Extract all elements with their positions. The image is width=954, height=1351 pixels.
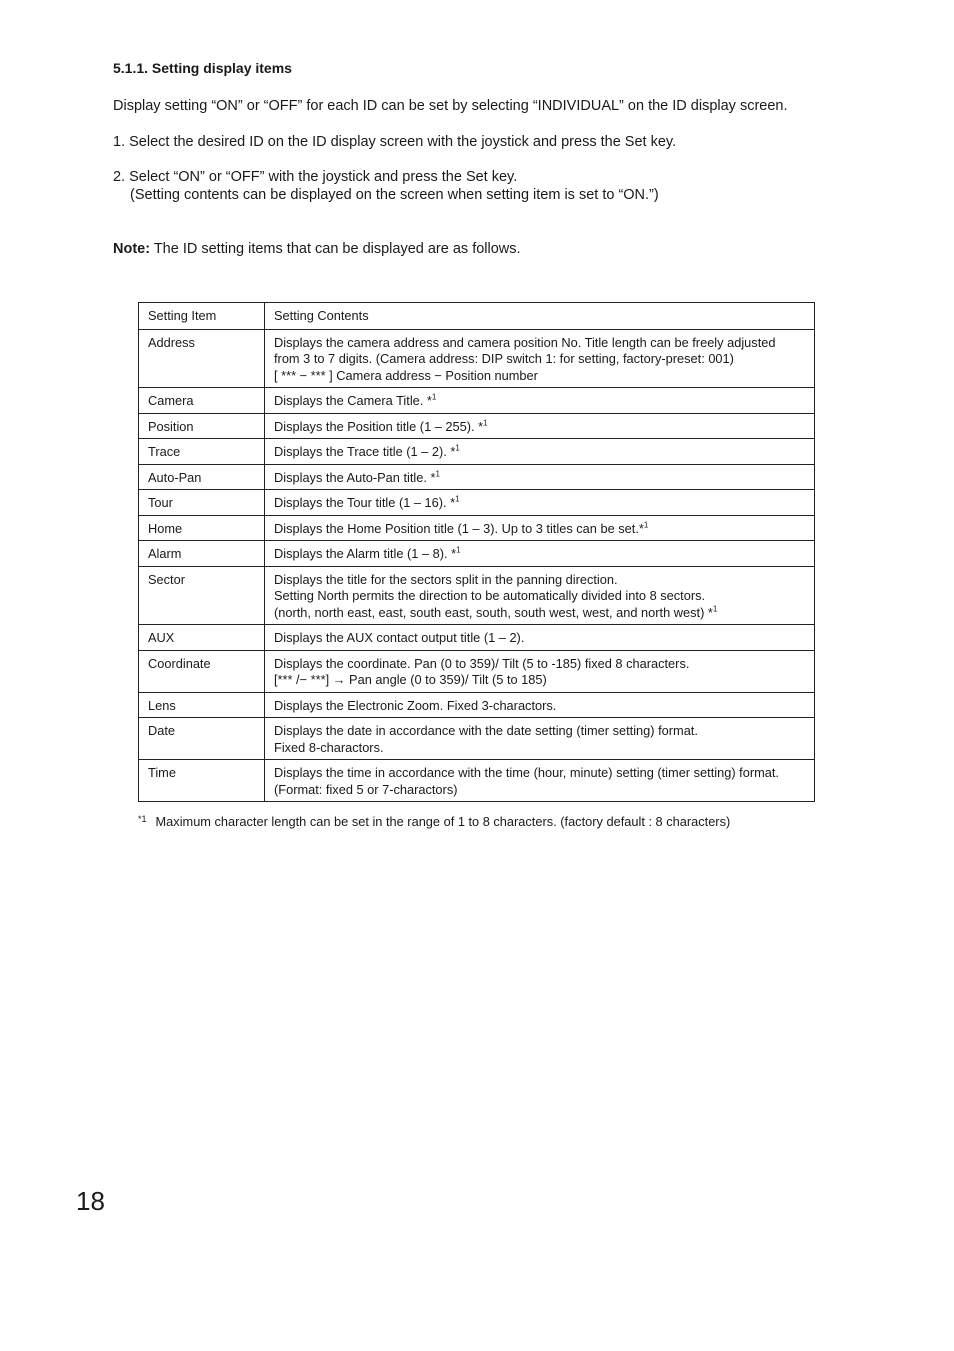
note-text: The ID setting items that can be displayed are as follows. bbox=[150, 241, 521, 257]
contents-line bbox=[274, 495, 806, 512]
setting-item-cell: Auto-Pan bbox=[139, 464, 265, 490]
contents-line bbox=[274, 444, 806, 461]
contents-text: from 3 to 7 digits. (Camera address: DIP switch 1: for setting, factory-preset: 001) bbox=[274, 351, 734, 366]
table-row bbox=[139, 541, 815, 567]
contents-text: Displays the AUX contact output title (1 – 2). bbox=[274, 630, 525, 645]
setting-item-cell: Camera bbox=[139, 388, 265, 414]
table-row bbox=[139, 692, 815, 718]
id-setting-items-table bbox=[138, 302, 815, 802]
footnote-ref: 1 bbox=[483, 418, 488, 428]
table-row bbox=[139, 718, 815, 760]
contents-text: Displays the camera address and camera position No. Title length can be freely adjusted bbox=[274, 334, 776, 350]
contents-line bbox=[274, 782, 806, 799]
contents-line bbox=[274, 698, 806, 715]
contents-line bbox=[274, 368, 806, 385]
setting-item-cell: Address bbox=[139, 329, 265, 388]
table-row bbox=[139, 388, 815, 414]
contents-line bbox=[274, 740, 806, 757]
table-row bbox=[139, 439, 815, 465]
setting-contents-cell bbox=[265, 413, 815, 439]
footnote bbox=[138, 814, 730, 829]
contents-text: Displays the coordinate. Pan (0 to 359)/ Tilt (5 to -185) fixed 8 characters. bbox=[274, 655, 690, 671]
footnote-text: Maximum character length can be set in the range of 1 to 8 characters. (factory default : 8 characters) bbox=[155, 814, 731, 829]
table-row bbox=[139, 650, 815, 692]
setting-contents-cell bbox=[265, 692, 815, 718]
contents-text: Displays the Tour title (1 – 16). * bbox=[274, 495, 456, 510]
contents-line bbox=[274, 723, 806, 740]
page-number: 18 bbox=[76, 1186, 105, 1216]
contents-text: Displays the Electronic Zoom. Fixed 3-charactors. bbox=[274, 697, 557, 713]
setting-contents-cell bbox=[265, 515, 815, 541]
contents-line bbox=[274, 588, 806, 605]
setting-contents-cell bbox=[265, 464, 815, 490]
setting-contents-cell bbox=[265, 541, 815, 567]
setting-item-cell: Tour bbox=[139, 490, 265, 516]
footnote-mark: *1 bbox=[138, 814, 147, 824]
footnote-ref: 1 bbox=[431, 392, 437, 402]
table-row bbox=[139, 490, 815, 516]
table-row bbox=[139, 760, 815, 802]
setting-contents-cell bbox=[265, 718, 815, 760]
table-row bbox=[139, 566, 815, 625]
setting-item-cell: Home bbox=[139, 515, 265, 541]
setting-contents-cell bbox=[265, 439, 815, 465]
contents-text: Displays the Alarm title (1 – 8). * bbox=[274, 546, 457, 561]
footnote-ref: 1 bbox=[455, 443, 460, 453]
contents-text: (north, north east, east, south east, south, south west, west, and north west) * bbox=[274, 604, 713, 620]
intro-paragraph: Display setting “ON” or “OFF” for each ID can be set by selecting “INDIVIDUAL” on the ID display screen. bbox=[113, 98, 788, 114]
setting-contents-cell bbox=[265, 650, 815, 692]
contents-text: Displays the date in accordance with the date setting (timer setting) format. bbox=[274, 723, 698, 738]
table-row bbox=[139, 329, 815, 388]
header-setting-contents: Setting Contents bbox=[265, 303, 815, 330]
setting-item-cell: Coordinate bbox=[139, 650, 265, 692]
step-1: 1. Select the desired ID on the ID display screen with the joystick and press the Set key. bbox=[113, 134, 677, 150]
contents-text: Setting North permits the direction to be automatically divided into 8 sectors. bbox=[274, 588, 706, 603]
setting-contents-cell bbox=[265, 388, 815, 414]
contents-text: Displays the title for the sectors split in the panning direction. bbox=[274, 571, 618, 587]
contents-text: [*** /− ***] → Pan angle (0 to 359)/ Tilt (5 to 185) bbox=[274, 672, 547, 687]
setting-item-cell: Lens bbox=[139, 692, 265, 718]
table-row bbox=[139, 515, 815, 541]
note bbox=[113, 240, 521, 258]
setting-item-cell: Time bbox=[139, 760, 265, 802]
contents-line bbox=[274, 605, 806, 622]
setting-contents-cell bbox=[265, 625, 815, 651]
table-row bbox=[139, 625, 815, 651]
contents-text: [ *** − *** ] Camera address − Position number bbox=[274, 367, 538, 383]
table-row bbox=[139, 464, 815, 490]
contents-line bbox=[274, 572, 806, 589]
setting-contents-cell bbox=[265, 490, 815, 516]
contents-line bbox=[274, 521, 806, 538]
contents-line bbox=[274, 546, 806, 563]
table-header-row bbox=[139, 303, 815, 330]
contents-line bbox=[274, 393, 806, 410]
contents-line bbox=[274, 419, 806, 436]
footnote-ref: 1 bbox=[455, 494, 460, 504]
setting-item-cell: Trace bbox=[139, 439, 265, 465]
note-label: Note: bbox=[113, 241, 151, 257]
setting-item-cell: Sector bbox=[139, 566, 265, 625]
contents-text: Displays the time in accordance with the time (hour, minute) setting (timer setting) format. bbox=[274, 765, 779, 780]
setting-contents-cell bbox=[265, 566, 815, 625]
section-heading: 5.1.1. Setting display items bbox=[113, 60, 292, 76]
footnote-ref: 1 bbox=[435, 469, 440, 479]
step-2-subtext: (Setting contents can be displayed on the screen when setting item is set to “ON.”) bbox=[130, 187, 659, 203]
contents-text: Displays the Auto-Pan title. * bbox=[274, 469, 436, 485]
step-2 bbox=[113, 168, 659, 204]
contents-text: Fixed 8-charactors. bbox=[274, 739, 384, 755]
setting-item-cell: Alarm bbox=[139, 541, 265, 567]
contents-line bbox=[274, 656, 806, 673]
contents-text: Displays the Camera Title. * bbox=[274, 393, 432, 408]
setting-contents-cell bbox=[265, 329, 815, 388]
header-setting-item: Setting Item bbox=[139, 303, 265, 330]
table-row bbox=[139, 413, 815, 439]
step-2-text: 2. Select “ON” or “OFF” with the joystick and press the Set key. bbox=[113, 169, 518, 185]
setting-item-cell: AUX bbox=[139, 625, 265, 651]
footnote-ref: 1 bbox=[712, 604, 718, 614]
contents-text: Displays the Home Position title (1 – 3). Up to 3 titles can be set.* bbox=[274, 520, 644, 536]
contents-text: Displays the Trace title (1 – 2). * bbox=[274, 444, 456, 459]
footnote-ref: 1 bbox=[456, 545, 461, 555]
contents-line bbox=[274, 335, 806, 352]
contents-line bbox=[274, 672, 806, 689]
contents-line bbox=[274, 470, 806, 487]
contents-text: Displays the Position title (1 – 255). * bbox=[274, 418, 484, 434]
contents-line bbox=[274, 765, 806, 782]
setting-contents-cell bbox=[265, 760, 815, 802]
table-body bbox=[139, 329, 815, 802]
contents-text: (Format: fixed 5 or 7-charactors) bbox=[274, 781, 458, 797]
setting-item-cell: Position bbox=[139, 413, 265, 439]
setting-item-cell: Date bbox=[139, 718, 265, 760]
footnote-ref: 1 bbox=[643, 520, 649, 530]
contents-line bbox=[274, 351, 806, 368]
contents-line bbox=[274, 630, 806, 647]
